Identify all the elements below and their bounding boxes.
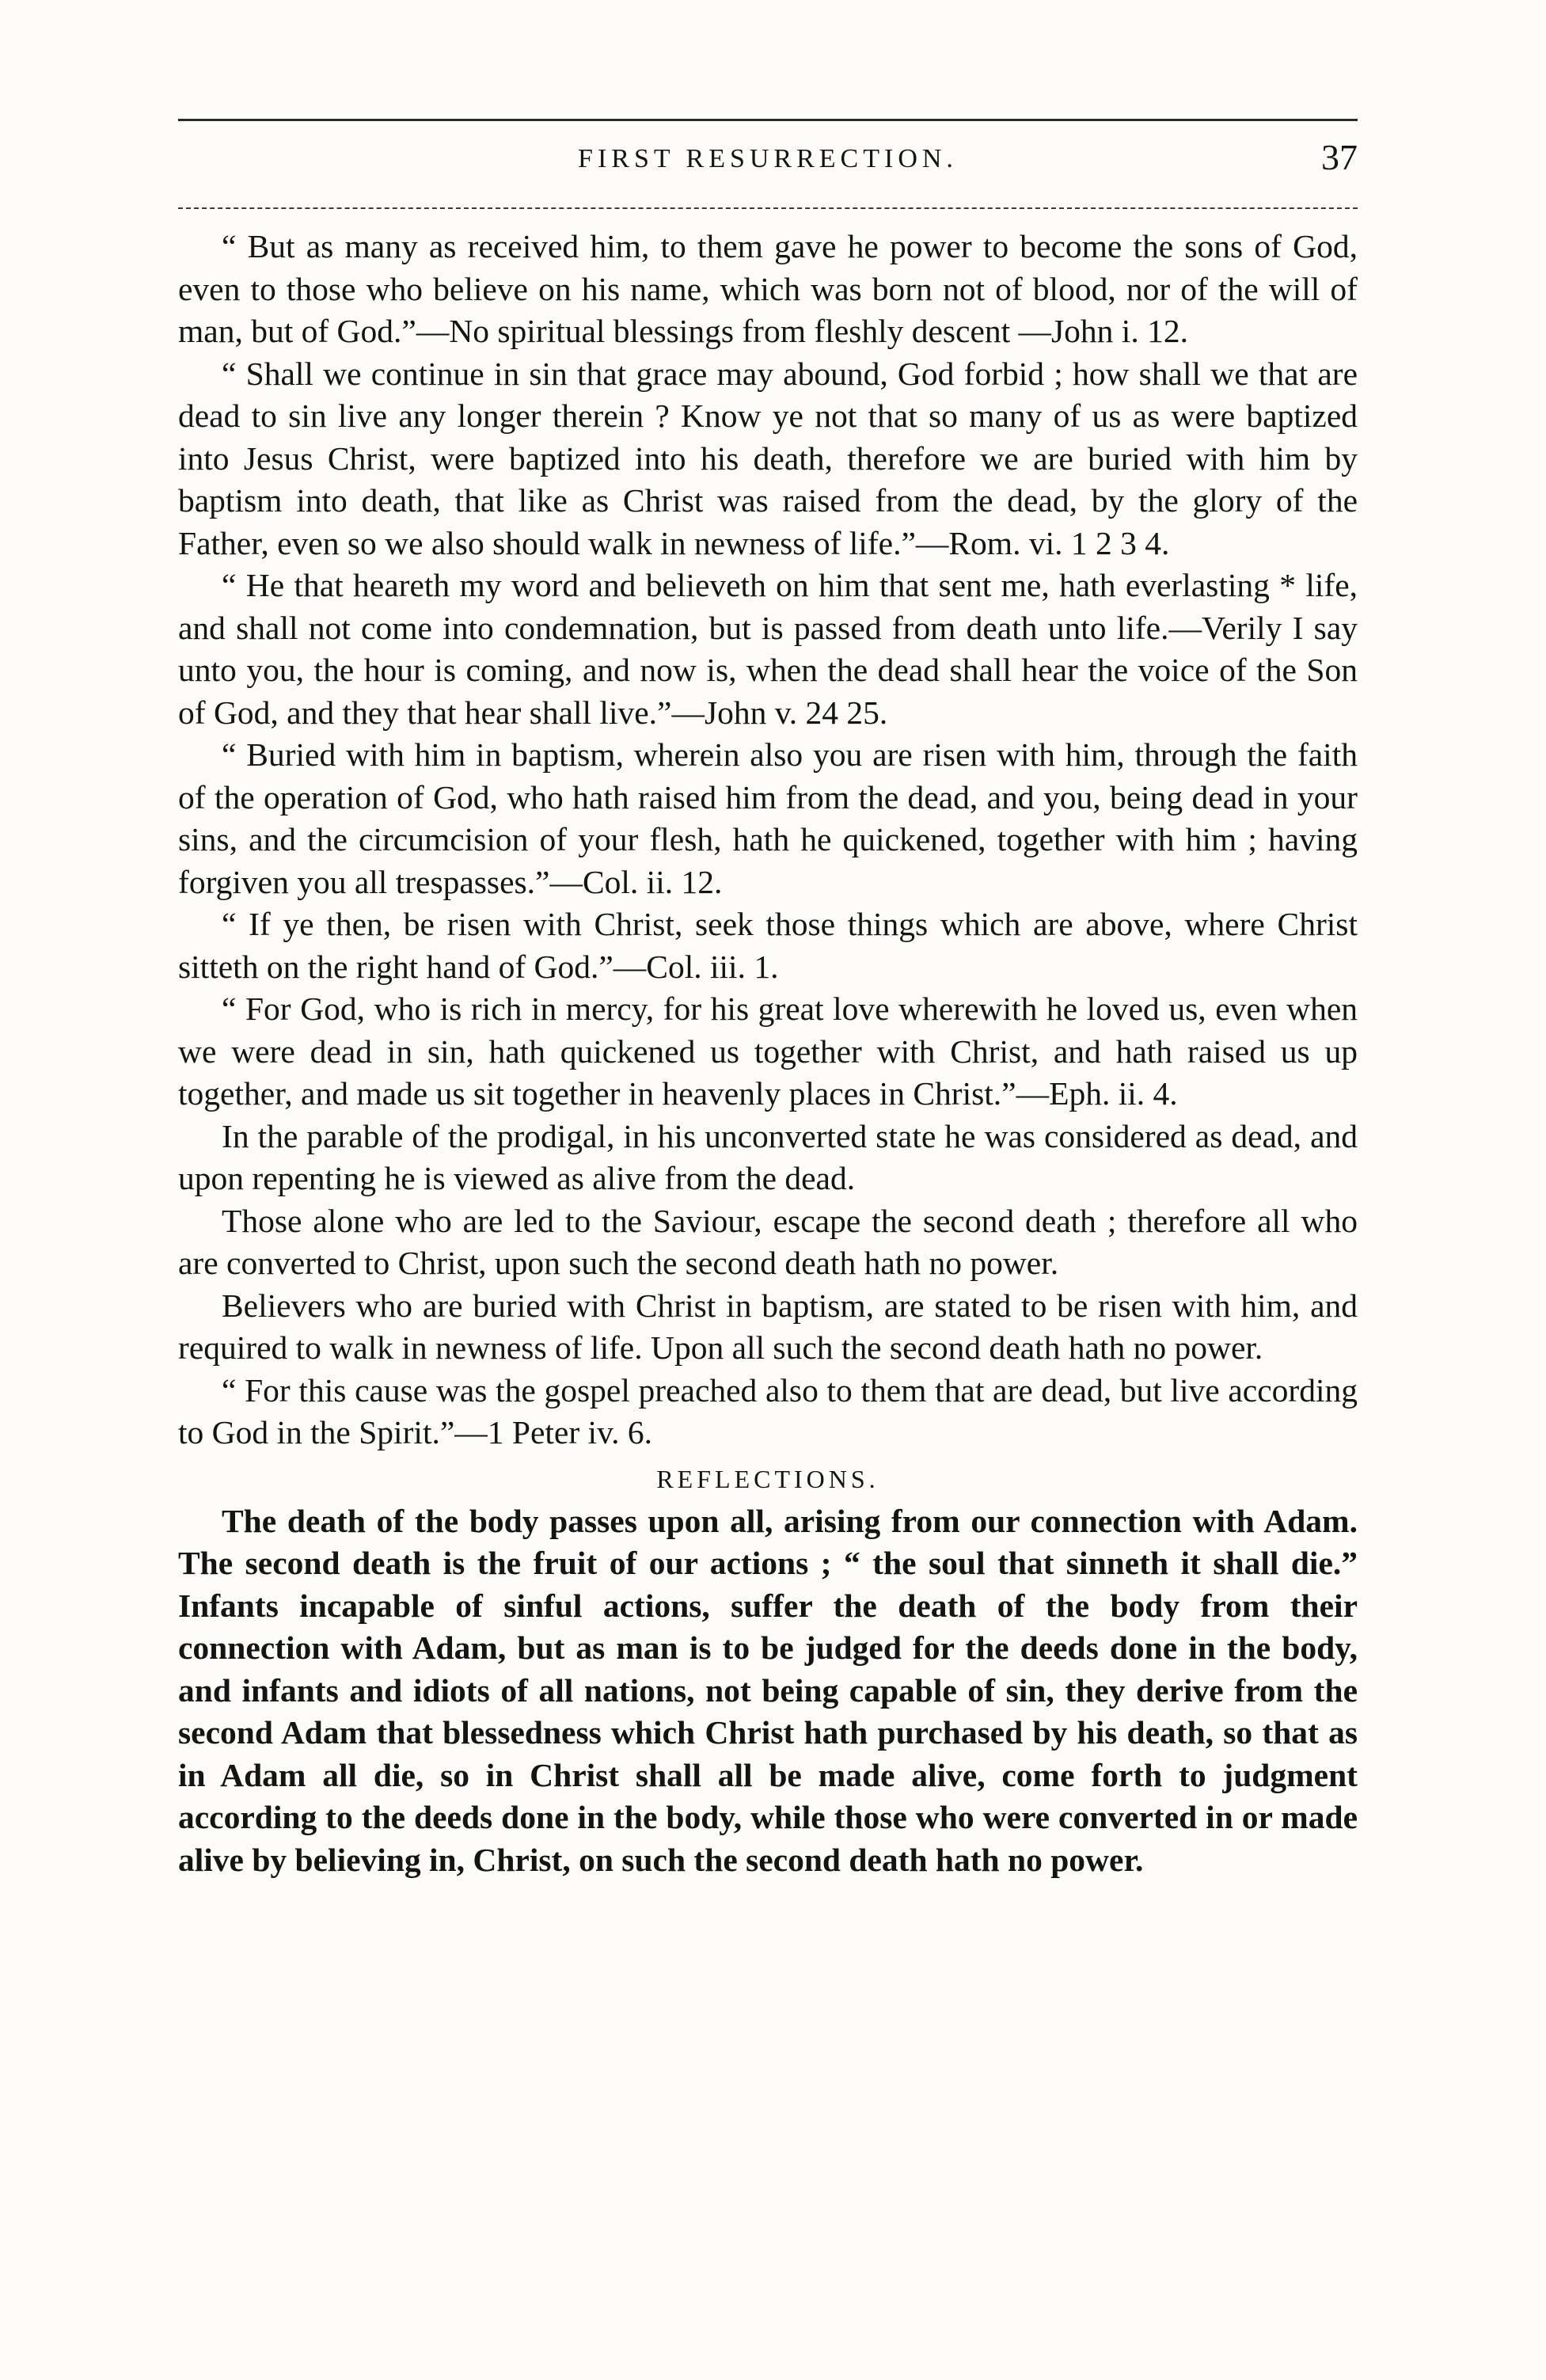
- paragraph-1-peter-4-6: “ For this cause was the gospel preached also to them that are dead, but live according to God in the Spirit.”—1 Peter iv. 6.: [178, 1371, 1358, 1450]
- header-rule-bottom: [178, 207, 1358, 209]
- paragraph-saviour: Those alone who are led to the Saviour, escape the second death ; therefore all who are converted to Christ, upon such the second death hath no power.: [178, 1202, 1358, 1281]
- paragraph-rom-6: “ Shall we continue in sin that grace may abound, God forbid ; how shall we that are dead to sin live any longer therein ? Know ye not that so many of us as were baptized into Jesus Christ, were baptized into his death, therefore we are buried with him by baptism into death, that like as Christ was raised from the dead, by the glory of the Father, even so we also should walk in newness of life.”—Rom. vi. 1 2 3 4.: [178, 355, 1358, 561]
- page-number: 37: [1321, 137, 1358, 177]
- paragraph-eph-2-4: “ For God, who is rich in mercy, for his great love wherewith he loved us, even when we were dead in sin, hath quickened us together with Christ, and hath raised us up together, and made us sit together in heavenly places in Christ.”—Eph. ii. 4.: [178, 990, 1358, 1112]
- body-text: [178, 226, 1358, 1881]
- running-title: FIRST RESURRECTION.: [578, 144, 958, 173]
- paragraph-col-2-12: “ Buried with him in baptism, wherein also you are risen with him, through the faith of the operation of God, who hath raised him from the dead, and you, being dead in your sins, and the circumcision of your flesh, hath he quickened, together with him ; having forgiven you all trespasses.”—Col. ii. 12.: [178, 736, 1358, 900]
- paragraph-prodigal: In the parable of the prodigal, in his unconverted state he was considered as dead, and upon repenting he is viewed as alive from the dead.: [178, 1117, 1358, 1196]
- reflections-paragraph: The death of the body passes upon all, arising from our connection with Adam. The second death is the fruit of our actions ; “ the soul that sinneth it shall die.” Infants incapable of sinful actions, suffer the death of the body from their connection with Adam, but as man is to be judged for the deeds done in the body, and infants and idiots of all nations, not being capable of sin, they derive from the second Adam that blessedness which Christ hath purchased by his death, so that as in Adam all die, so in Christ shall all be made alive, come forth to judgment according to the deeds done in the body, while those who were converted in or made alive by believing in, Christ, on such the second death hath no power.: [178, 1502, 1358, 1878]
- paragraph-col-3-1: “ If ye then, be risen with Christ, seek those things which are above, where Christ sitteth on the right hand of God.”—Col. iii. 1.: [178, 906, 1358, 985]
- header-rule-top: [178, 119, 1358, 121]
- reflections-heading: REFLECTIONS.: [656, 1464, 879, 1493]
- paragraph-john-5: “ He that heareth my word and believeth on him that sent me, hath everlasting * life, and shall not come into condemnation, but is passed from death unto life.—Verily I say unto you, the hour is coming, and now is, when the dead shall hear the voice of the Son of God, and they that hear shall live.”—John v. 24 25.: [178, 567, 1358, 731]
- paragraph-believers: Believers who are buried with Christ in baptism, are stated to be risen with him, and required to walk in newness of life. Upon all such the second death hath no power.: [178, 1287, 1358, 1366]
- running-head: [178, 136, 1358, 192]
- paragraph-john-1-12: “ But as many as received him, to them gave he power to become the sons of God, even to those who believe on his name, which was born not of blood, nor of the will of man, but of God.”—No spiritual blessings from fleshly descent —John i. 12.: [178, 228, 1358, 349]
